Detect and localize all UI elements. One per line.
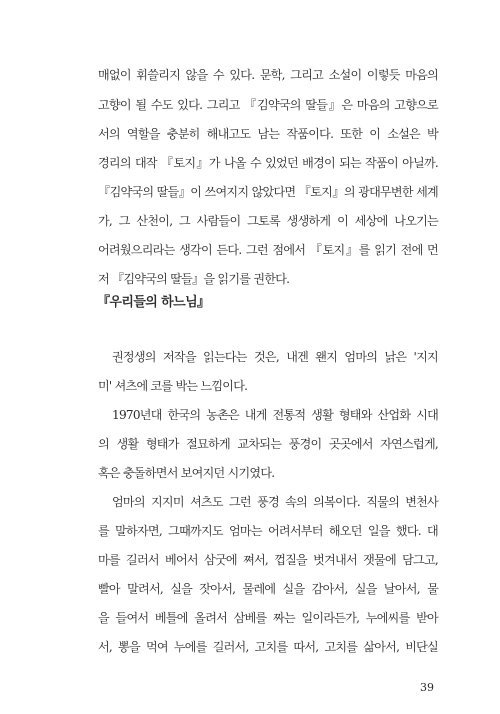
text-line: 매없이 휘쓸리지 않을 수 있다. 문학, 그리고 소설이 이렇듯 마음의: [98, 68, 438, 82]
text-line: 마를 길러서 베어서 삼굿에 쪄서, 껍질을 벗겨내서 잿물에 담그고,: [98, 553, 438, 567]
text-line: 미' 셔츠에 코를 박는 느낌이다.: [98, 379, 248, 393]
text-line: 서의 역할을 충분히 해내고도 남는 작품이다. 또한 이 소설은 박: [98, 127, 438, 141]
text-line: 권정생의 저작을 읽는다는 것은, 내겐 왠지 엄마의 낡은 '지지: [112, 350, 438, 364]
text-line: 의 생활 형태가 절묘하게 교차되는 풍경이 곳곳에서 자연스럽게,: [98, 437, 438, 451]
text-line: 를 말하자면, 그때까지도 엄마는 어려서부터 해오던 일을 했다. 대: [98, 524, 438, 538]
text-line: 고향이 될 수도 있다. 그리고 『김약국의 딸들』은 마음의 고향으로: [98, 98, 438, 112]
text-line: 서, 뽕을 먹여 누에를 길러서, 고치를 따서, 고치를 삶아서, 비단실: [98, 640, 438, 654]
text-line: 『김약국의 딸들』이 쓰여지지 않았다면 『토지』의 광대무변한 세계: [98, 185, 438, 199]
text-line: 어려웠으리라는 생각이 든다. 그런 점에서 『토지』를 읽기 전에 먼: [98, 243, 438, 257]
text-line: 혹은 충돌하면서 보여지던 시기였다.: [98, 466, 275, 480]
text-line: 가, 그 산천이, 그 사람들이 그토록 생생하게 이 세상에 나오기는: [98, 214, 438, 228]
text-line: 을 들여서 베틀에 올려서 삼베를 짜는 일이라든가, 누에씨를 받아: [98, 611, 438, 625]
text-line: 경리의 대작 『토지』가 나올 수 있었던 배경이 되는 작품이 아닐까.: [98, 156, 438, 170]
text-line: 엄마의 지지미 셔츠도 그런 풍경 속의 의복이다. 직물의 변천사: [112, 495, 438, 509]
section-heading: 『우리들의 하느님』: [97, 295, 210, 310]
text-line: 1970년대 한국의 농촌은 내게 전통적 생활 형태와 산업화 시대: [112, 408, 438, 422]
text-line: 빨아 말려서, 실을 잣아서, 물레에 실을 감아서, 실을 날아서, 물: [98, 582, 438, 596]
text-line: 저 『김약국의 딸들』을 읽기를 권한다.: [98, 272, 290, 286]
page-number: 39: [420, 681, 434, 694]
